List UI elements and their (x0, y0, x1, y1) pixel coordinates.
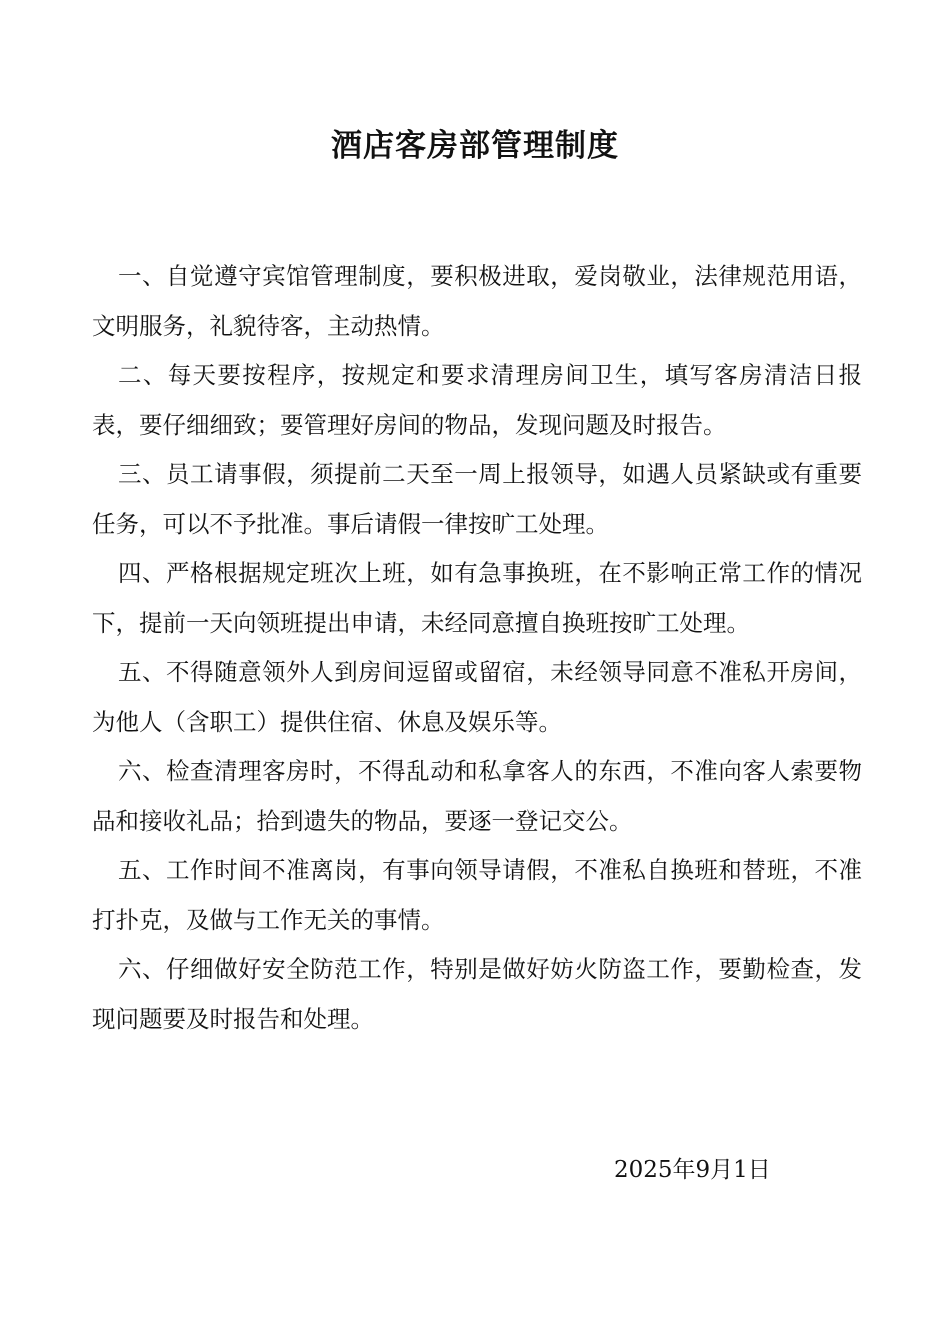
paragraph-6: 六、检查清理客房时，不得乱动和私拿客人的东西，不准向客人索要物品和接收礼品；拾到遗失的物品，要逐一登记交公。 (92, 757, 862, 835)
paragraph-1: 一、自觉遵守宾馆管理制度，要积极进取，爱岗敬业，法律规范用语，文明服务，礼貌待客，主动热情。 (92, 262, 862, 340)
document-title: 酒店客房部管理制度 (331, 127, 619, 164)
paragraph-7: 五、工作时间不准离岗，有事向领导请假，不准私自换班和替班，不准打扑克，及做与工作无关的事情。 (92, 856, 862, 934)
document-date: 2025年9月1日 (614, 1157, 771, 1183)
paragraph-2: 二、每天要按程序，按规定和要求清理房间卫生，填写客房清洁日报表，要仔细细致；要管理好房间的物品，发现问题及时报告。 (92, 361, 862, 439)
paragraph-4: 四、严格根据规定班次上班，如有急事换班，在不影响正常工作的情况下，提前一天向领班提出申请，未经同意擅自换班按旷工处理。 (92, 559, 862, 637)
document-body (92, 252, 862, 1044)
paragraph-3: 三、员工请事假，须提前二天至一周上报领导，如遇人员紧缺或有重要任务，可以不予批准。事后请假一律按旷工处理。 (92, 460, 862, 538)
paragraph-5: 五、不得随意领外人到房间逗留或留宿，未经领导同意不准私开房间，为他人（含职工）提供住宿、休息及娱乐等。 (92, 658, 862, 736)
paragraph-8: 六、仔细做好安全防范工作，特别是做好妨火防盗工作，要勤检查，发现问题要及时报告和处理。 (92, 955, 862, 1033)
